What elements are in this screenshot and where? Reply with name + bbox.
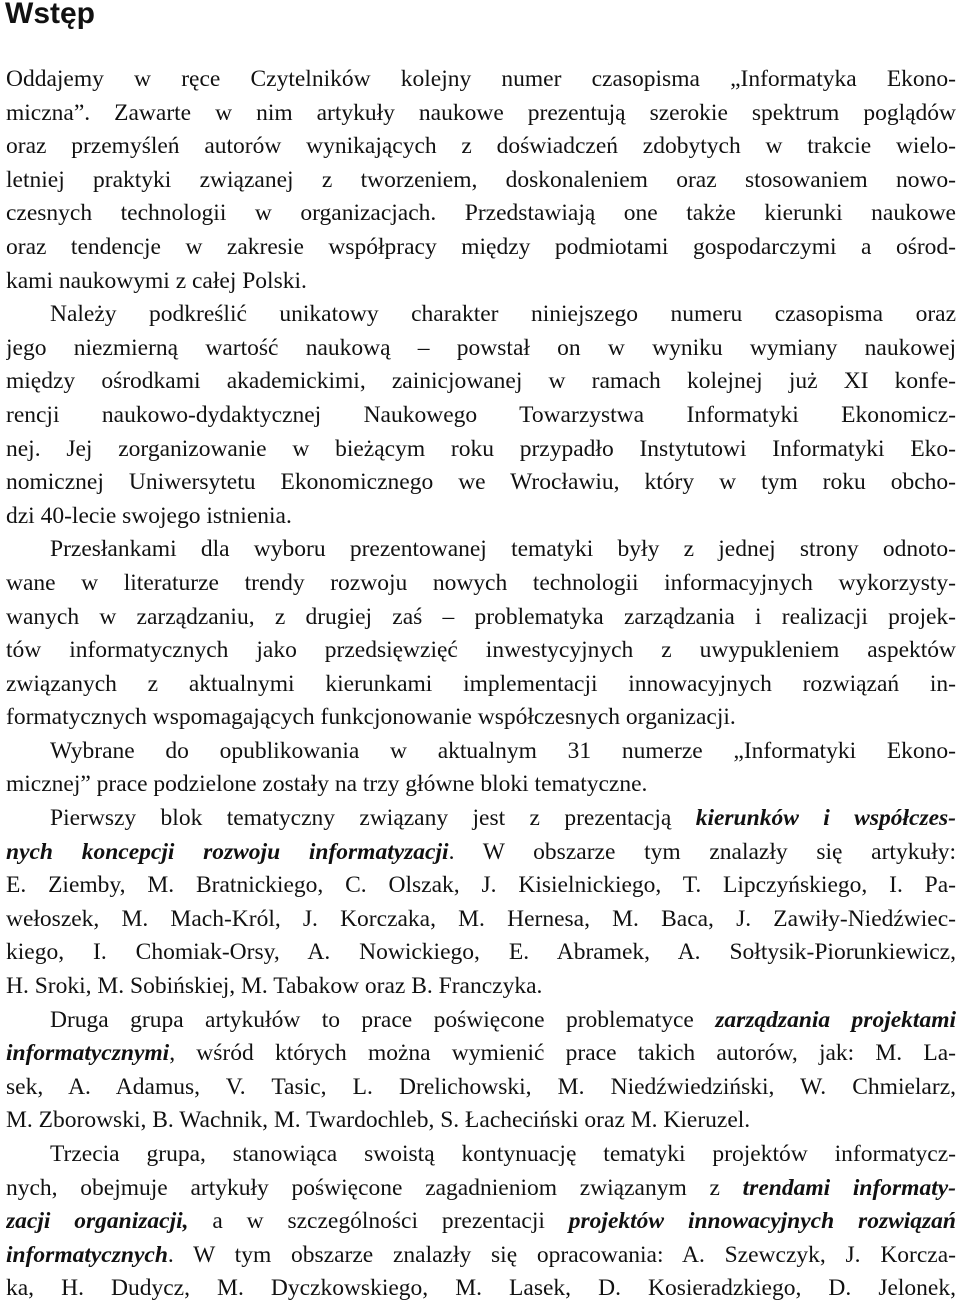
text-segment: między ośrodkami akademickimi, zainicjowanej w ramach kolejnej już XI konfe-	[6, 368, 956, 395]
emphasized-text: nych koncepcji rozwoju informatyzacji	[6, 838, 449, 865]
text-segment: miczna”. Zawarte w nim artykuły naukowe prezentują szerokie spektrum poglądów	[6, 99, 956, 126]
text-line	[6, 836, 956, 870]
text-segment: nych, obejmuje artykuły poświęcone zagadnieniom związanym z	[6, 1174, 743, 1201]
text-line	[6, 365, 956, 399]
emphasized-text: zacji organizacji,	[6, 1208, 189, 1235]
text-segment: Należy podkreślić unikatowy charakter niniejszego numeru czasopisma oraz	[50, 301, 956, 328]
page-title: Wstęp	[5, 0, 95, 30]
text-segment: Pierwszy blok tematyczny związany jest z prezentacją	[50, 805, 696, 832]
text-segment: Oddajemy w ręce Czytelników kolejny numer czasopisma „Informatyka Ekono-	[6, 66, 956, 92]
text-line	[6, 399, 956, 433]
text-line	[6, 265, 956, 299]
text-segment: związanych z aktualnymi kierunkami implementacji innowacyjnych rozwiązań in-	[6, 670, 956, 697]
text-segment: Wybrane do opublikowania w aktualnym 31 numerze „Informatyki Ekono-	[50, 737, 956, 764]
text-line	[6, 1138, 956, 1172]
text-segment: Trzecia grupa, stanowiąca swoistą kontynuację tematyki projektów informatycz-	[50, 1141, 956, 1167]
text-line	[6, 332, 956, 366]
text-line	[6, 668, 956, 702]
text-segment: kiego, I. Chomiak-Orsy, A. Nowickiego, E. Abramek, A. Sołtysik-Piorunkiewicz,	[6, 939, 956, 966]
text-segment: . W obszarze tym znalazły się artykuły:	[448, 838, 956, 865]
text-line	[6, 1239, 956, 1273]
text-line	[6, 298, 956, 332]
text-line	[6, 466, 956, 500]
text-line	[6, 533, 956, 567]
text-segment: letniej praktyki związanej z tworzeniem, doskonaleniem oraz stosowaniem nowo-	[6, 166, 956, 193]
text-segment: czesnych technologii w organizacjach. Przedstawiają one także kierunki naukowe	[6, 200, 956, 227]
text-line	[6, 231, 956, 265]
text-line	[6, 634, 956, 668]
text-segment: H. Sroki, M. Sobińskiej, M. Tabakow oraz B. Franczyka.	[6, 973, 543, 1000]
text-line	[6, 97, 956, 131]
text-segment: wane w literaturze trendy rozwoju nowych technologii informacyjnych wykorzysty-	[6, 569, 956, 596]
text-line	[6, 1037, 956, 1071]
text-line	[6, 802, 956, 836]
text-line	[6, 601, 956, 635]
text-segment: dzi 40-lecie swojego istnienia.	[6, 502, 292, 529]
text-segment: rencji naukowo-dydaktycznej Naukowego Towarzystwa Informatyki Ekonomicz-	[6, 401, 956, 428]
text-line	[6, 63, 956, 97]
text-segment: , wśród których można wymienić prace takich autorów, jak: M. La-	[169, 1040, 956, 1067]
text-line	[6, 970, 956, 1004]
text-segment: Druga grupa artykułów to prace poświęcone problematyce	[50, 1006, 716, 1033]
emphasized-text: kierunków i współczes-	[695, 805, 956, 832]
text-line	[6, 936, 956, 970]
text-segment: tów informatycznych jako przedsięwzięć inwestycyjnych z uwypukleniem aspektów	[6, 637, 956, 664]
text-segment: kami naukowymi z całej Polski.	[6, 267, 307, 294]
text-segment: . W tym obszarze znalazły się opracowania: A. Szewczyk, J. Korcza-	[167, 1241, 956, 1268]
text-line	[6, 1104, 956, 1138]
emphasized-text: informatycznymi	[6, 1040, 170, 1067]
emphasized-text: projektów innowacyjnych rozwiązań	[568, 1208, 956, 1235]
text-line	[6, 500, 956, 534]
text-line	[6, 1004, 956, 1038]
emphasized-text: informatycznych	[6, 1241, 168, 1268]
emphasized-text: trendami informaty-	[742, 1174, 956, 1201]
text-segment: a w szczególności prezentacji	[188, 1208, 569, 1235]
emphasized-text: zarządzania projektami	[715, 1006, 956, 1033]
text-segment: sek, A. Adamus, V. Tasic, L. Drelichowski, M. Niedźwiedziński, W. Chmielarz,	[6, 1073, 956, 1100]
text-line	[6, 164, 956, 198]
text-line	[6, 1172, 956, 1206]
text-segment: micznej” prace podzielone zostały na trzy główne bloki tematyczne.	[6, 771, 648, 798]
text-segment: oraz tendencje w zakresie współpracy między podmiotami gospodarczymi a ośrod-	[6, 233, 956, 260]
text-line	[6, 701, 956, 735]
text-segment: M. Zborowski, B. Wachnik, M. Twardochleb, S. Łacheciński oraz M. Kieruzel.	[6, 1107, 751, 1134]
text-segment: wełoszek, M. Mach-Król, J. Korczaka, M. Hernesa, M. Baca, J. Zawiły-Niedźwiec-	[6, 905, 956, 932]
text-segment: Przesłankami dla wyboru prezentowanej tematyki były z jednej strony odnoto-	[50, 536, 956, 563]
text-line	[6, 567, 956, 601]
text-segment: wanych w zarządzaniu, z drugiej zaś – problematyka zarządzania i realizacji projek-	[6, 603, 956, 630]
text-line	[6, 1071, 956, 1105]
text-line	[6, 768, 956, 802]
text-segment: ka, H. Dudycz, M. Dyczkowskiego, M. Lasek, D. Kosieradzkiego, D. Jelonek,	[6, 1275, 956, 1302]
text-segment: nomicznej Uniwersytetu Ekonomicznego we Wrocławiu, który w tym roku obcho-	[6, 469, 956, 496]
text-line	[6, 433, 956, 467]
text-line	[6, 735, 956, 769]
text-line	[6, 130, 956, 164]
text-line	[6, 1205, 956, 1239]
text-line	[6, 197, 956, 231]
text-segment: oraz przemyśleń autorów wynikających z doświadczeń zdobytych w trakcie wielo-	[6, 133, 956, 160]
text-segment: nej. Jej zorganizowanie w bieżącym roku przypadło Instytutowi Informatyki Eko-	[6, 435, 956, 462]
text-segment: E. Ziemby, M. Bratnickiego, C. Olszak, J. Kisielnickiego, T. Lipczyńskiego, I. Pa-	[6, 872, 956, 899]
text-segment: jego niezmierną wartość naukową – powstał on w wyniku wymiany naukowej	[6, 334, 956, 361]
article-body	[6, 63, 956, 1306]
text-line	[6, 903, 956, 937]
text-segment: formatycznych wspomagających funkcjonowanie współczesnych organizacji.	[6, 704, 736, 731]
text-line	[6, 869, 956, 903]
